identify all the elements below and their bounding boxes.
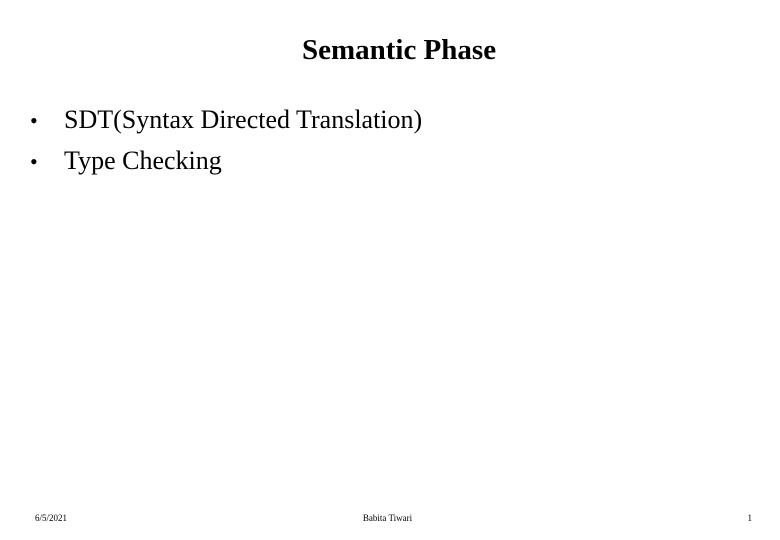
bullet-list xyxy=(30,100,422,182)
bullet-text: Type Checking xyxy=(64,146,222,175)
footer-page-number: 1 xyxy=(747,513,752,523)
footer-author: Babita Tiwari xyxy=(362,513,413,523)
bullet-marker: • xyxy=(30,149,38,174)
footer-date: 6/5/2021 xyxy=(35,513,68,523)
bullet-marker: • xyxy=(30,108,38,133)
bullet-item-sdt xyxy=(30,100,422,141)
bullet-item-type-checking xyxy=(30,141,422,182)
slide-title: Semantic Phase xyxy=(301,34,497,66)
bullet-text: SDT(Syntax Directed Translation) xyxy=(64,105,423,134)
